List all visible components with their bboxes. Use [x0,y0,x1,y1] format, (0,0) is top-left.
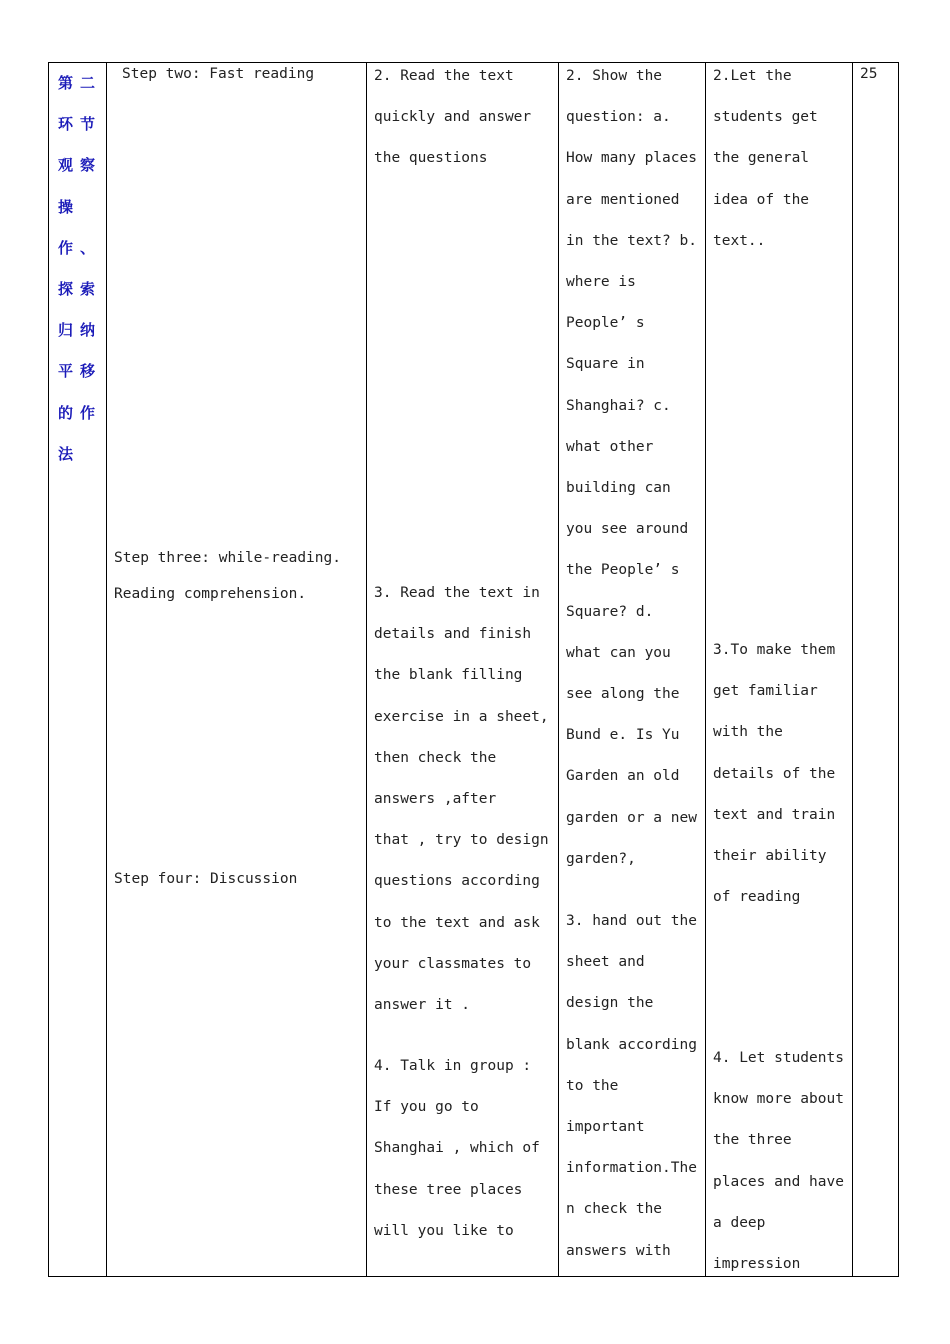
section-heading-line: 的作 [58,403,103,422]
step-discussion: Step four: Discussion [114,871,298,887]
text-line: exercise in a sheet, [374,708,549,725]
steps-column [106,63,367,1276]
text-line: the questions [374,150,488,167]
text-line: the blank filling [374,667,523,684]
student-activity-2 [374,56,531,180]
step-fast-reading: Step two: Fast reading [122,66,315,82]
text-line: If you go to [374,1099,479,1116]
section-column [49,63,107,1276]
text-line: 2. Read the text [374,68,514,84]
text-line: text.. [713,232,766,249]
teacher-activity-column [558,63,706,1276]
text-line: get familiar [713,683,818,700]
section-heading-line: 操 [58,197,81,216]
text-line: are mentioned [566,191,680,208]
section-heading-line: 第二 [58,74,103,92]
text-line: these tree places [374,1181,523,1198]
text-line: answers with [566,1242,671,1259]
section-heading-line: 作、 [58,238,103,257]
text-line: with the [713,724,783,741]
step-while-reading: Step three: while-reading. [114,550,341,566]
text-line: blank according [566,1036,697,1053]
text-line: where is [566,274,636,291]
time-cell: 25 [860,66,878,82]
lesson-plan-table [48,62,899,1277]
text-line: 4. Talk in group : [374,1058,532,1074]
text-line: the People’ s [566,562,680,579]
text-line: what other [566,438,654,455]
text-line: Garden an old [566,768,680,785]
text-line: of reading [713,889,801,906]
text-line: details of the [713,765,836,782]
text-line: 3. hand out the [566,913,697,929]
student-activity-4 [374,1046,540,1252]
section-heading-line: 归纳 [58,321,103,340]
text-line: students get [713,109,818,126]
text-line: Shanghai , which of [374,1140,540,1157]
text-line: will you like to [374,1222,514,1239]
text-line: then check the [374,749,497,766]
text-line: a deep [713,1214,766,1231]
text-line: their ability [713,848,827,865]
text-line: in the text? b. [566,232,697,249]
section-heading-line: 平移 [58,362,103,381]
text-line: 4. Let students [713,1050,844,1066]
text-line: Shanghai? c. [566,397,671,414]
text-line: quickly and answer [374,109,532,126]
text-line: 3.To make them [713,642,836,658]
text-line: important [566,1119,645,1136]
text-line: impression [713,1256,801,1273]
section-heading-line: 探索 [58,280,103,299]
text-line: to the text and ask [374,914,540,931]
text-line: question: a. [566,109,671,126]
section-heading-line: 观察 [58,156,103,175]
text-line: sheet and [566,954,645,971]
text-line: Square? d. [566,603,654,620]
text-line: building can [566,480,671,497]
text-line: text and train [713,806,836,823]
section-heading-line: 法 [58,444,81,463]
step-reading-comprehension: Reading comprehension. [114,586,307,602]
teacher-activity-2 [566,56,697,880]
text-line: 3. Read the text in [374,585,540,601]
text-line: the three [713,1132,792,1149]
student-activity-column [366,63,559,1276]
text-line: How many places [566,150,697,167]
text-line: idea of the [713,191,810,208]
text-line: n check the [566,1201,663,1218]
text-line: you see around [566,521,689,538]
text-line: 2. Show the [566,68,663,84]
text-line: questions according [374,873,540,890]
text-line: answer it . [374,997,471,1014]
text-line: see along the [566,686,680,703]
purpose-4 [713,1038,844,1285]
section-heading-line: 环节 [58,115,103,134]
text-line: Square in [566,356,645,373]
text-line: design the [566,995,654,1012]
text-line: 2.Let the [713,68,792,84]
text-line: answers ,after [374,791,497,808]
student-activity-3 [374,573,549,1026]
text-line: details and finish [374,626,532,643]
text-line: your classmates to [374,955,532,972]
text-line: to the [566,1077,619,1094]
text-line: the general [713,150,810,167]
text-line: know more about [713,1091,844,1108]
text-line: garden?, [566,850,636,867]
text-line: Bund e. Is Yu [566,727,680,744]
text-line: places and have [713,1173,844,1190]
purpose-2 [713,56,818,262]
text-line: that , try to design [374,832,549,849]
section-heading [58,63,102,475]
text-line: what can you [566,644,671,661]
text-line: garden or a new [566,809,697,826]
purpose-column [705,63,853,1276]
text-line: People’ s [566,315,645,332]
teacher-activity-3 [566,901,697,1272]
purpose-3 [713,630,835,918]
text-line: information.The [566,1160,697,1177]
